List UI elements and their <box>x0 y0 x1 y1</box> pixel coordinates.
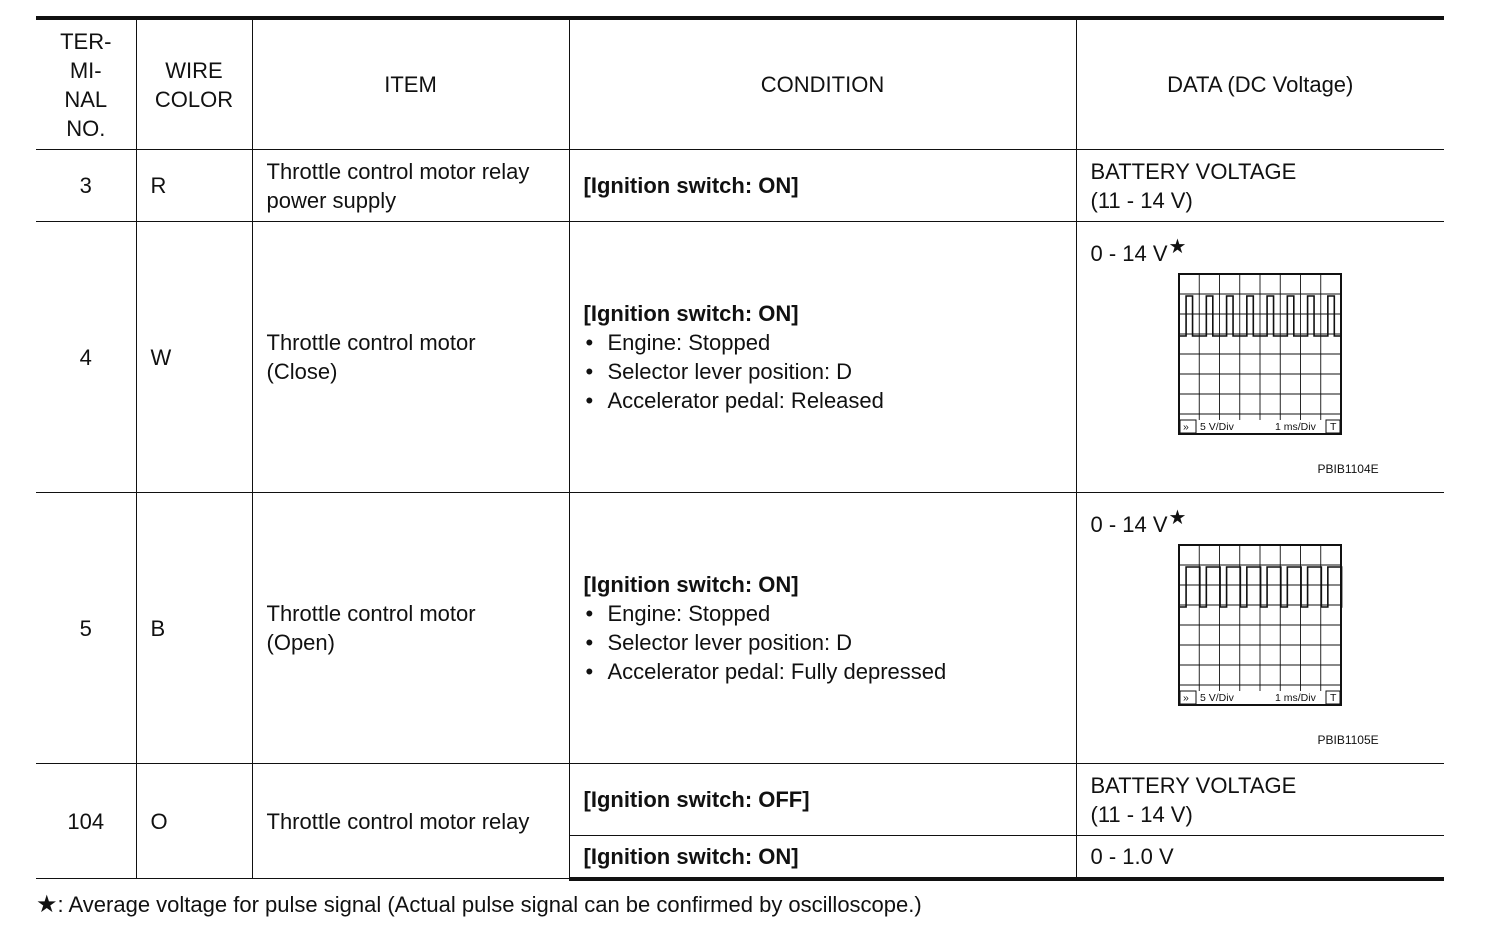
table-row <box>36 493 1444 764</box>
wire-color: O <box>136 764 252 879</box>
condition-title: [Ignition switch: ON] <box>583 301 799 326</box>
data-cell <box>1076 150 1444 222</box>
star-icon: ★ <box>1168 235 1187 258</box>
item-line: (Close) <box>266 359 338 384</box>
header-terminal-line: MI- <box>69 57 102 83</box>
item-line: (Open) <box>266 630 335 655</box>
scope-volt-label: 5 V/Div <box>1199 420 1234 433</box>
scope-waveform <box>1179 567 1342 607</box>
header-terminal-line: NO. <box>66 115 106 141</box>
header-wire-line: COLOR <box>154 86 234 112</box>
condition-title: [Ignition switch: ON] <box>569 150 1076 222</box>
oscilloscope-svg <box>1177 543 1343 725</box>
header-terminal <box>36 18 136 150</box>
figure-id: PBIB1104E <box>1317 461 1379 476</box>
header-item: ITEM <box>252 18 569 150</box>
table-row <box>36 764 1444 836</box>
header-wire-color <box>136 18 252 150</box>
header-data: DATA (DC Voltage) <box>1076 18 1444 150</box>
item-cell <box>252 222 569 493</box>
wire-color: W <box>136 222 252 493</box>
condition-list <box>584 328 1062 415</box>
terminal-number: 5 <box>36 493 136 764</box>
oscilloscope-graph <box>1177 272 1431 454</box>
item-line: power supply <box>266 187 397 213</box>
condition-title: [Ignition switch: ON] <box>583 572 799 597</box>
item-cell <box>252 150 569 222</box>
table-row <box>36 150 1444 222</box>
item-line: Throttle control motor relay <box>266 158 530 184</box>
terminal-spec-table <box>36 16 1444 881</box>
header-terminal-line: TER- <box>60 28 112 54</box>
condition-title: [Ignition switch: ON] <box>569 836 1076 879</box>
figure-id: PBIB1105E <box>1317 732 1379 747</box>
condition-list <box>584 599 1062 686</box>
scope-corner-right-label: T <box>1329 420 1336 433</box>
data-line: (11 - 14 V) <box>1090 801 1193 827</box>
scope-corner-right-label: T <box>1329 691 1336 704</box>
scope-volt-label: 5 V/Div <box>1199 691 1234 704</box>
condition-title: [Ignition switch: OFF] <box>569 764 1076 836</box>
star-icon: ★ <box>1168 506 1187 529</box>
wire-color: B <box>136 493 252 764</box>
condition-item: • Accelerator pedal: Released <box>584 386 1062 415</box>
item-line: Throttle control motor <box>266 601 476 626</box>
data-value: 0 - 14 V <box>1090 511 1168 537</box>
data-cell <box>1076 222 1444 493</box>
condition-cell <box>569 493 1076 764</box>
footnote <box>36 890 922 920</box>
condition-item: • Accelerator pedal: Fully depressed <box>584 657 1062 686</box>
oscilloscope-svg <box>1177 272 1343 454</box>
terminal-number: 3 <box>36 150 136 222</box>
scope-time-label: 1 ms/Div <box>1274 691 1316 704</box>
condition-item: • Engine: Stopped <box>584 328 1062 357</box>
star-icon: ★ <box>36 891 58 918</box>
item-cell <box>252 493 569 764</box>
scope-time-label: 1 ms/Div <box>1274 420 1316 433</box>
condition-item: • Selector lever position: D <box>584 357 1062 386</box>
item-line: Throttle control motor <box>266 330 476 355</box>
condition-cell <box>569 222 1076 493</box>
header-condition: CONDITION <box>569 18 1076 150</box>
header-wire-line: WIRE <box>165 57 223 83</box>
table-row <box>36 222 1444 493</box>
condition-item: • Engine: Stopped <box>584 599 1062 628</box>
header-row <box>36 18 1444 150</box>
scope-corner-left-label: » <box>1182 420 1189 433</box>
oscilloscope-graph <box>1177 543 1431 725</box>
header-terminal-line: NAL <box>64 86 108 112</box>
data-cell <box>1076 493 1444 764</box>
terminal-number: 104 <box>36 764 136 879</box>
data-value: 0 - 14 V <box>1090 240 1168 266</box>
data-line: BATTERY VOLTAGE <box>1090 158 1297 184</box>
data-cell: 0 - 1.0 V <box>1076 836 1444 879</box>
data-cell <box>1076 764 1444 836</box>
wire-color: R <box>136 150 252 222</box>
terminal-number: 4 <box>36 222 136 493</box>
data-line: BATTERY VOLTAGE <box>1090 772 1297 798</box>
condition-item: • Selector lever position: D <box>584 628 1062 657</box>
scope-corner-left-label: » <box>1182 691 1189 704</box>
item-cell: Throttle control motor relay <box>252 764 569 879</box>
footnote-text: : Average voltage for pulse signal (Actual pulse signal can be confirmed by oscilloscope.) <box>57 892 922 917</box>
data-line: (11 - 14 V) <box>1090 187 1193 213</box>
